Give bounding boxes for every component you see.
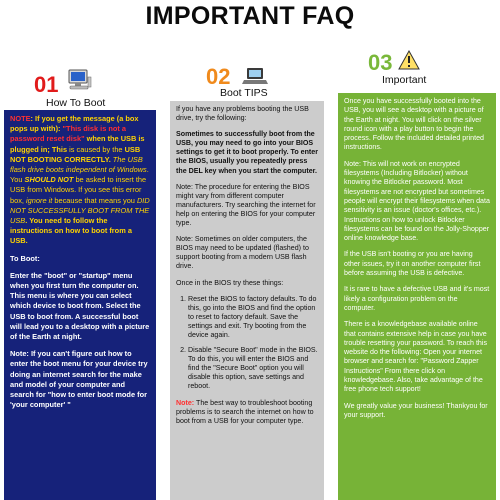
column-header: [4, 66, 156, 109]
faq-column-how-to-boot: [4, 66, 156, 500]
list-item: 1. Reset the BIOS to factory defaults. To do this, go into the BIOS and find the option to reset to factory default. Save the settings and exit. Try booting from the device again.: [188, 295, 318, 340]
column-number: 02: [206, 64, 231, 89]
boot-success-text: Once you have successfully booted into the USB, you will see a desktop with a picture of the Earth at night. You will click on the silver round icon with a play button to begin the process. Follow the included detailed printed instructions.: [344, 97, 484, 152]
boot-menu-note: Note: If you can't figure out how to enter the boot menu for your device try doing an internet search for the make and model of your computer and search for "how to enter boot mode for 'your computer' ": [10, 349, 148, 410]
column-title: Important: [382, 74, 427, 86]
faq-column-important: [338, 50, 496, 500]
column-header: [338, 50, 496, 94]
other-computer-tip: If the USB isn't booting or you are having other issues, try it on another computer first before assuming the USB is defective.: [344, 250, 481, 278]
defective-usb-note: It is rare to have a defective USB and it's most likely a configuration problem on the computer.: [344, 285, 490, 312]
column-panel: [170, 101, 324, 500]
bios-tip: Sometimes to successfully boot from the USB, you may need to go into your BIOS settings to get it to boot properly. To enter the BIOS, usually you repeatedly press the DEL key when you start the computer.: [176, 130, 319, 175]
column-header: [170, 64, 324, 99]
thank-you-text: We greatly value your business! Thankyou for your support.: [344, 401, 488, 419]
troubleshoot-note: Note: The best way to troubleshoot booting problems is to search the internet on how to boot from a USB for your computer type.: [176, 398, 314, 425]
computer-icon: [66, 69, 92, 96]
column-number: 03: [368, 50, 393, 75]
older-computers-note: Note: Sometimes on older computers, the BIOS may need to be updated (flashed) to support booting from a modern USB flash drive.: [176, 235, 309, 271]
column-panel: [338, 93, 496, 500]
warning-icon: [398, 50, 420, 75]
page-title: IMPORTANT FAQ: [145, 2, 355, 30]
intro-text: If you have any problems booting the USB drive, try the following:: [176, 105, 309, 123]
bios-steps-heading: Once in the BIOS try these things:: [176, 278, 284, 287]
to-boot-heading: To Boot:: [10, 253, 40, 263]
list-item: 2. Disable "Secure Boot" mode in the BIOS. To do this, you will enter the BIOS and find the "Secure Boot" option you will disable this option, save settings and reboot.: [188, 346, 318, 391]
bios-note: Note: The procedure for entering the BIOS might vary from different computer manufacturers. Try searching the internet for help on entering the BIOS for your computer type.: [176, 182, 316, 228]
bios-steps-list: [176, 295, 318, 392]
encryption-note: Note: This will not work on encrypted filesystems (Including Bitlocker) without knowing the Bitlocker password. Most filesystems are not encrypted but sometimes people will encrypt their filesystems when data sensitivity is an issue (doctor's offices, etc.). Instructions on how to unlock Bitlocker filesystems can be found on the Jolly-Shopper online knowledge base.: [344, 159, 490, 243]
column-title: How To Boot: [46, 97, 106, 109]
faq-column-boot-tips: [170, 66, 324, 500]
knowledgebase-text: There is a knowledgebase available online that contains extensive help in case you have trouble resetting your password. To reach this website do the following: Open your internet browser and search for: "Password Zapper Instructions" From there click on knowledgebase. Also, take advantage of the free phone tech support!: [344, 320, 487, 394]
column-panel: NOTE: If you get the message (a box pops up with): "This disk is not a password reset disk" when the USB is plugged in; This is caused by the USB NOT BOOTING CORRECTLY. The USB flash drive boots independent of Windows. You SHOULD NOT be asked to insert the USB from Windows. If you see this error box, ignore it because that means you DID NOT SUCCESSFULLY BOOT FROM THE USB. You need to follow the instructions on how to boot from a USB. To Boot: Enter the "boot" or "startup" menu when you first turn the computer on. This menu is where you can select which device to boot from. Select the USB to boot from. A successful boot will lead you to a desktop with a picture of the Earth at night. Note: If you can't figure out how to enter the boot menu for your device try doing an internet search for the make and model of your computer and search for "how to enter boot mode for 'your computer' ": [4, 110, 156, 500]
column-title: Boot TIPS: [220, 87, 268, 99]
to-boot-text: Enter the "boot" or "startup" menu when you first turn the computer on. This menu is where you can select which device to boot from. Select the USB to boot from. A successful boot will lead you to a desktop with a picture of the Earth at night.: [10, 270, 150, 342]
column-number: 01: [34, 72, 59, 97]
